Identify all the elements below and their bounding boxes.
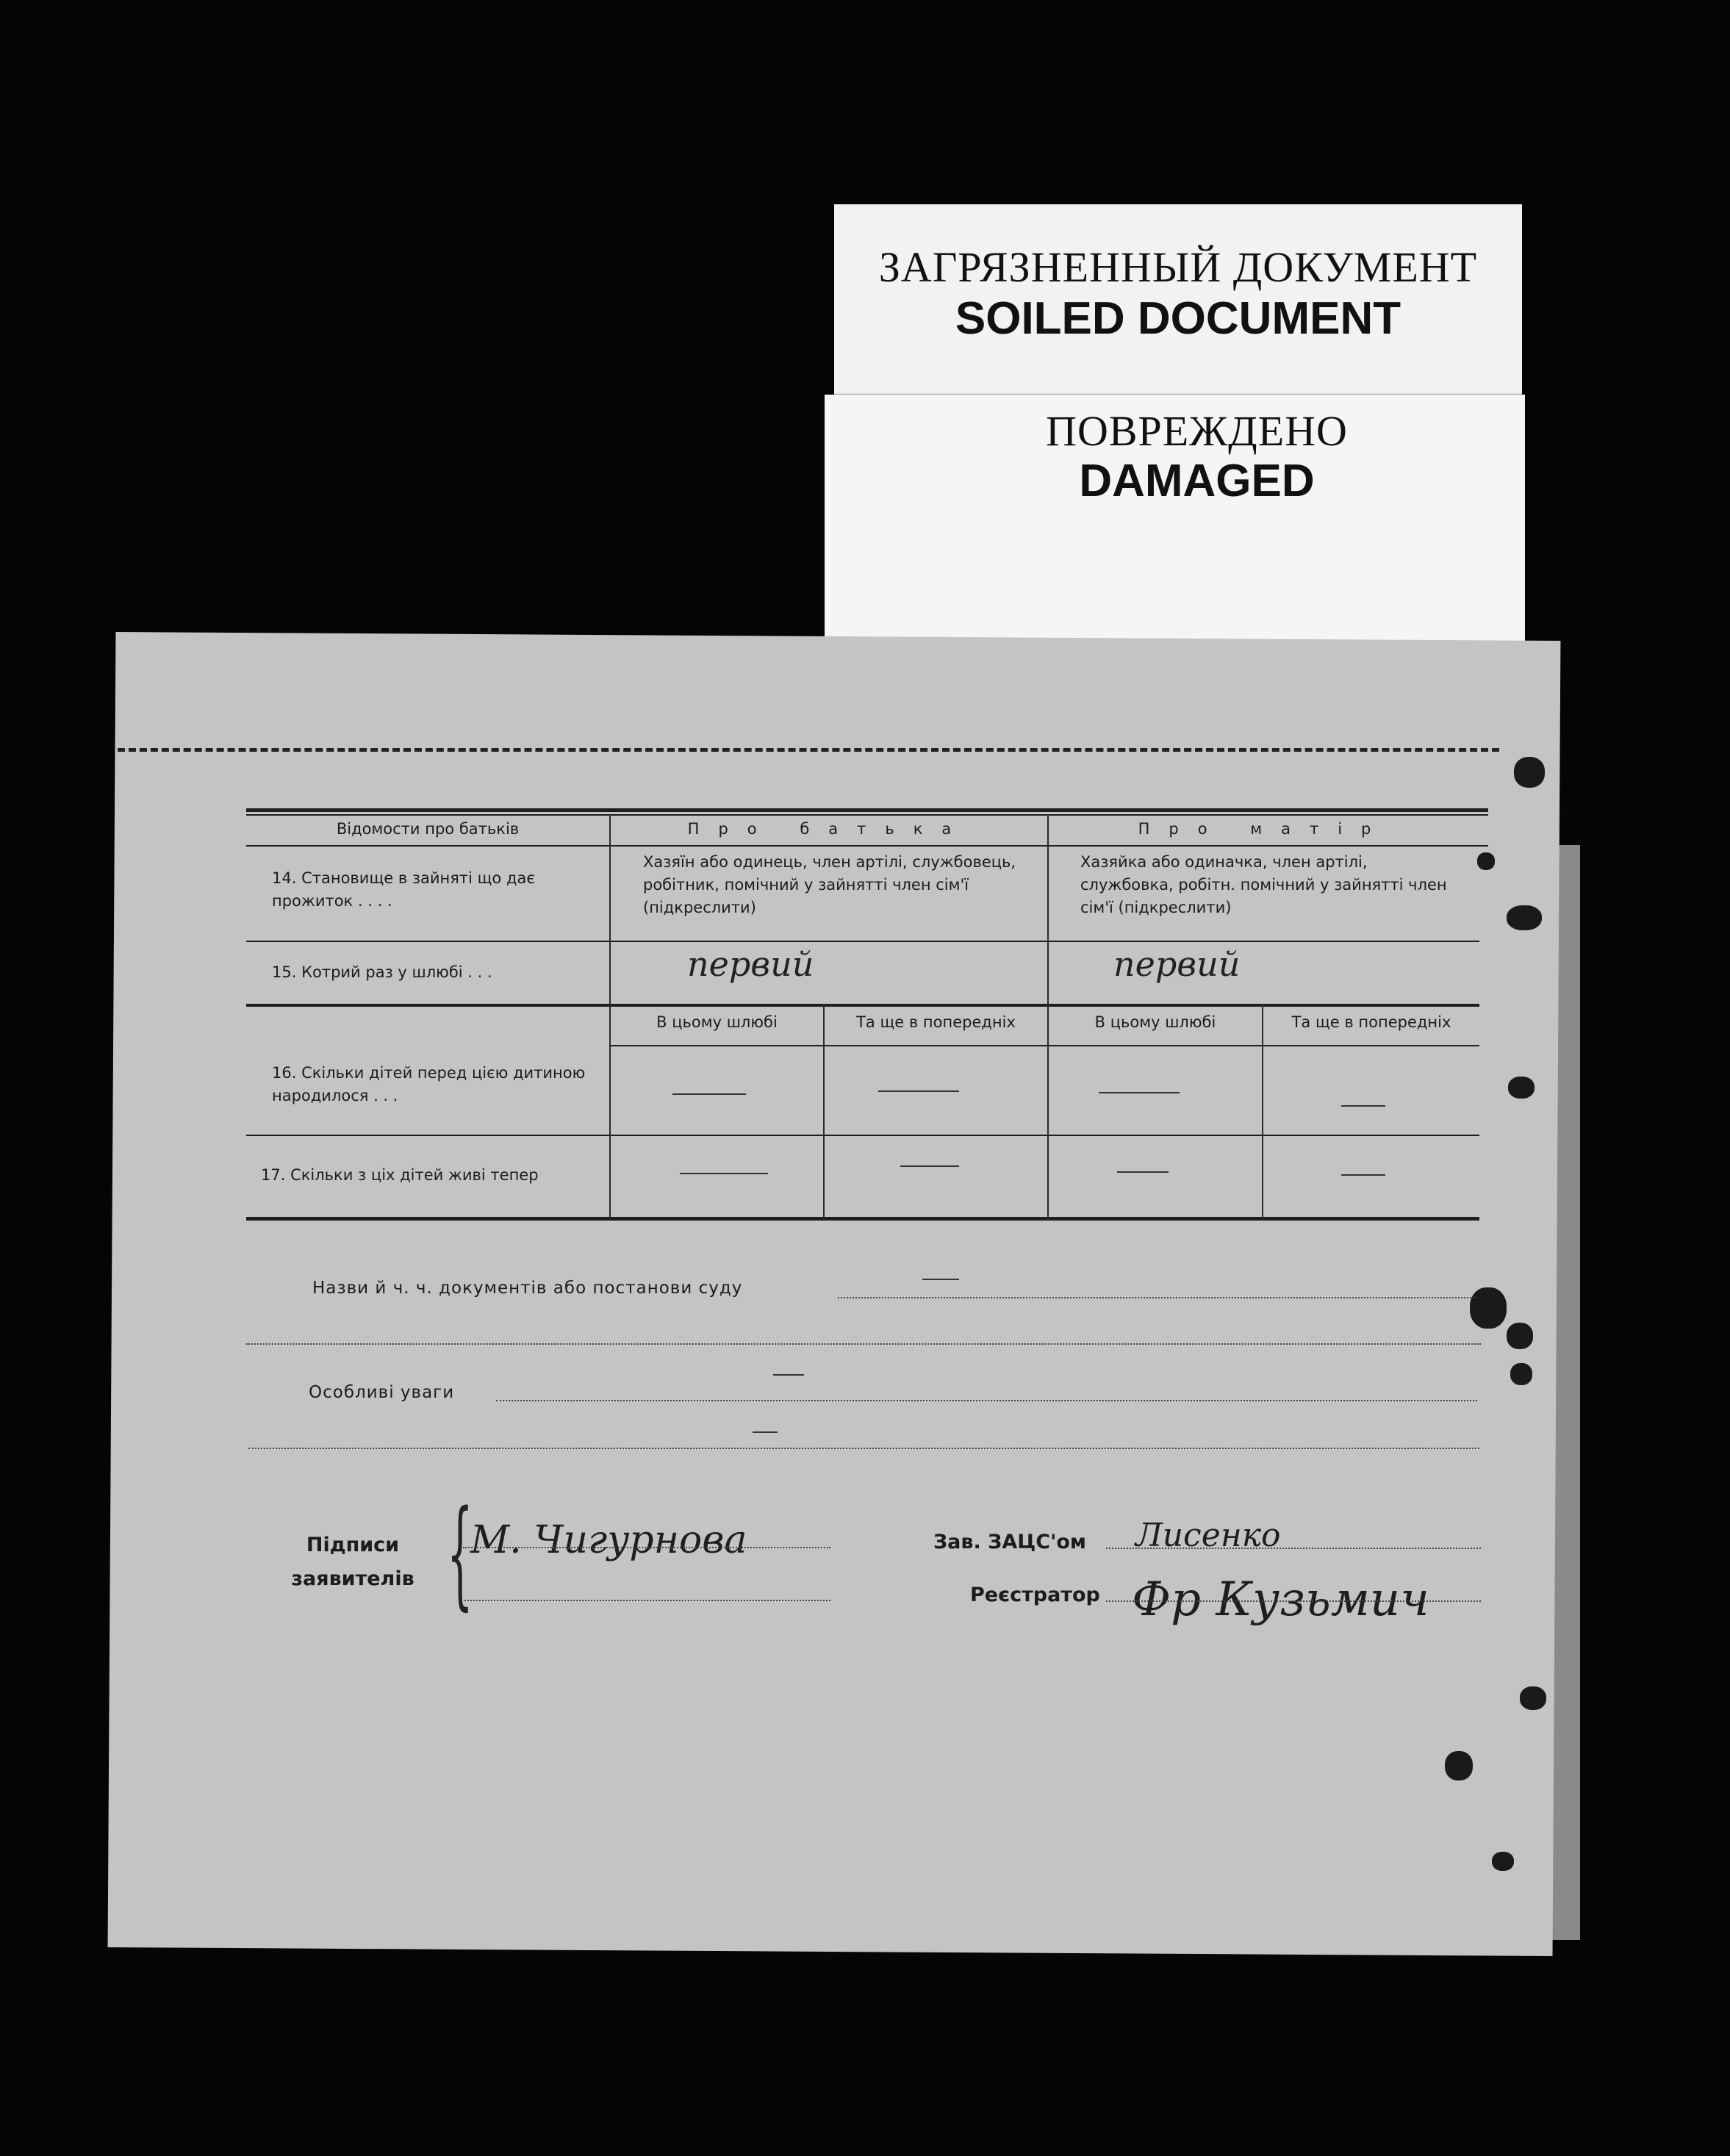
row15-father-value: первий — [687, 944, 814, 984]
applicants-signature-label: Підписи заявителів — [291, 1534, 414, 1590]
documents-label: Назви й ч. ч. документів або постанови суду — [312, 1279, 743, 1298]
perforation-line — [118, 748, 1499, 752]
row17-label: 17. Скільки з ціх дітей живі тепер — [261, 1166, 539, 1184]
binding-hole — [1507, 905, 1542, 930]
header-about-father: Про батька — [687, 820, 971, 838]
soiled-label-en: SOILED DOCUMENT — [955, 293, 1401, 344]
zags-head-signature: Лисенко — [1135, 1517, 1281, 1554]
zags-head-line — [1106, 1548, 1481, 1549]
binding-hole — [1514, 757, 1545, 788]
zags-head-label: Зав. ЗАЦС'ом — [933, 1531, 1086, 1553]
row14-label: 14. Становище в зайняті що дає прожиток . . . . — [272, 869, 535, 910]
binding-hole — [1477, 852, 1495, 870]
damaged-label-ru: ПОВРЕЖДЕНО — [1046, 407, 1348, 455]
registrar-signature: Фр Кузьмич — [1132, 1573, 1429, 1627]
remarks-label: Особливі уваги — [309, 1383, 455, 1402]
row16-label: 16. Скільки дітей перед цією дитиною народилося . . . — [272, 1064, 586, 1104]
binding-hole — [1520, 1686, 1546, 1710]
parents-table — [246, 808, 1479, 1220]
row15-label: 15. Котрий раз у шлюбі . . . — [272, 963, 492, 981]
binding-hole — [1492, 1852, 1514, 1871]
registrar-line — [1106, 1600, 1481, 1602]
sub-father-this-marriage: В цьому шлюбі — [656, 1013, 778, 1031]
applicant-signature-line — [463, 1547, 830, 1548]
applicant-signature-line-2 — [464, 1600, 830, 1601]
header-about-mother: Про матір — [1138, 820, 1390, 838]
documents-line-2 — [246, 1343, 1481, 1345]
sub-mother-previous: Та ще в попередніх — [1291, 1013, 1451, 1031]
sub-father-previous: Та ще в попередніх — [856, 1013, 1016, 1031]
row14-mother-options: Хазяйка або одиначка, член артілі, службовка, робітн. помічний у зайнятті член сім'ї (підкреслити) — [1080, 853, 1447, 916]
documents-line — [838, 1297, 1477, 1298]
remarks-line — [496, 1400, 1477, 1401]
soiled-document-tag — [834, 204, 1522, 417]
soiled-label-ru: ЗАГРЯЗНЕННЫЙ ДОКУМЕНТ — [878, 243, 1478, 291]
header-parents-info: Відомости про батьків — [336, 820, 520, 838]
binding-hole — [1445, 1751, 1473, 1781]
applicant-signature: М. Чигурнова — [470, 1518, 747, 1562]
damaged-label-en: DAMAGED — [1079, 456, 1315, 506]
registrar-label: Реєстратор — [970, 1584, 1100, 1606]
remarks-line-2 — [248, 1448, 1479, 1449]
binding-hole — [1508, 1077, 1535, 1099]
row15-mother-value: первий — [1113, 944, 1241, 984]
damaged-document-tag — [825, 395, 1525, 650]
binding-hole — [1507, 1323, 1533, 1349]
binding-hole — [1470, 1287, 1507, 1329]
signature-brace: { — [447, 1484, 473, 1622]
row14-father-options: Хазяїн або одинець, член артілі, службовець, робітник, помічний у зайнятті член сім'ї (підкреслити) — [643, 853, 1016, 916]
sub-mother-this-marriage: В цьому шлюбі — [1094, 1013, 1216, 1031]
binding-hole — [1510, 1363, 1532, 1385]
